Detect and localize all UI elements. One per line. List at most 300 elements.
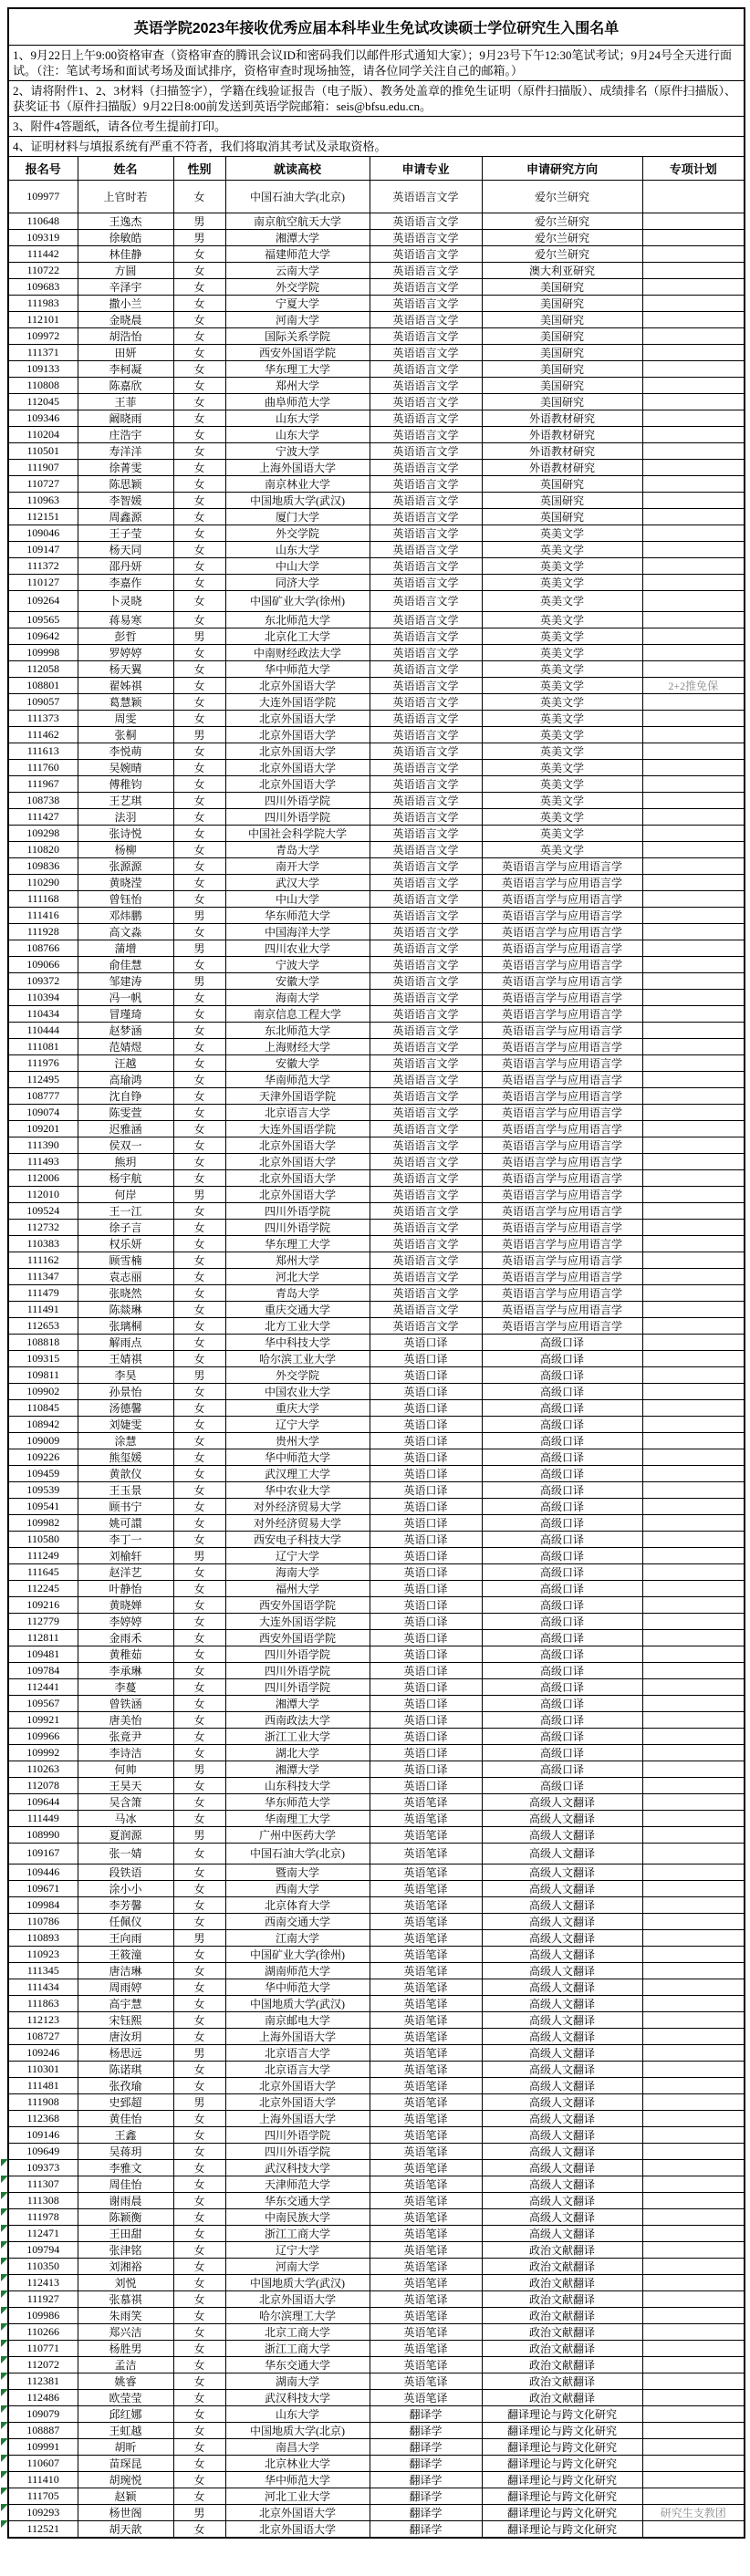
cell-university: 南京信息工程大学 [225,1005,370,1022]
cell-name: 胡琬悦 [78,2471,173,2488]
cell-university: 同济大学 [225,574,370,590]
cell-university: 湖南大学 [225,2373,370,2389]
cell-major: 英语口译 [370,1383,482,1399]
cell-direction: 英语语言学与应用语言学 [482,874,642,890]
cell-direction: 翻译理论与跨文化研究 [482,2455,642,2471]
cell-university: 海南大学 [225,989,370,1005]
error-flag-icon [1,2258,8,2265]
cell-name: 沈自铮 [78,1087,173,1104]
cell-university: 四川外语学院 [225,1662,370,1678]
cell-major: 英语语言文学 [370,710,482,726]
cell-university: 对外经济贸易大学 [225,1498,370,1514]
cell-reg-no: 112151 [8,508,78,525]
cell-name: 胡天歆 [78,2520,173,2538]
table-row [8,1383,745,1399]
cell-university: 四川外语学院 [225,1219,370,1235]
cell-special-plan [642,1169,745,1186]
cell-special-plan [642,825,745,841]
cell-major: 翻译学 [370,2488,482,2504]
cell-reg-no: 112521 [8,2520,78,2538]
cell-university: 南昌大学 [225,2438,370,2455]
cell-gender: 女 [173,245,225,262]
cell-gender: 女 [173,574,225,590]
cell-direction: 英美文学 [482,693,642,710]
cell-direction: 英语语言学与应用语言学 [482,1268,642,1284]
cell-university: 中国石油大学(北京) [225,1843,370,1864]
table-row [8,2438,745,2455]
table-row [8,1864,745,1880]
cell-direction: 英语语言学与应用语言学 [482,940,642,956]
table-row [8,1711,745,1728]
cell-name: 杨胜男 [78,2340,173,2356]
cell-gender: 女 [173,262,225,278]
cell-university: 四川外语学院 [225,792,370,808]
cell-reg-no: 112811 [8,1629,78,1646]
cell-name: 杨天翼 [78,660,173,677]
cell-gender: 女 [173,2422,225,2438]
cell-special-plan [642,743,745,759]
table-row [8,1979,745,1995]
cell-name: 田妍 [78,344,173,360]
cell-special-plan [642,525,745,541]
cell-major: 英语笔译 [370,2225,482,2241]
cell-university: 青岛大学 [225,1284,370,1301]
cell-gender: 女 [173,2208,225,2225]
cell-university: 北京语言大学 [225,1104,370,1120]
cell-special-plan [642,327,745,344]
cell-reg-no: 109998 [8,644,78,660]
cell-name: 汤德馨 [78,1399,173,1416]
cell-university: 北京外国语大学 [225,1153,370,1169]
cell-direction: 美国研究 [482,311,642,327]
cell-major: 英语语言文学 [370,1153,482,1169]
cell-reg-no: 109373 [8,2159,78,2176]
cell-special-plan [642,2176,745,2192]
table-row [8,857,745,874]
cell-special-plan [642,1054,745,1071]
cell-gender: 女 [173,1481,225,1498]
cell-direction: 英语语言学与应用语言学 [482,1317,642,1334]
cell-reg-no: 109811 [8,1366,78,1383]
table-row [8,1728,745,1744]
cell-university: 郑州大学 [225,377,370,393]
cell-name: 姚可譞 [78,1514,173,1531]
table-row [8,1416,745,1432]
cell-major: 英语语言文学 [370,1038,482,1054]
cell-direction: 高级口译 [482,1662,642,1678]
cell-special-plan [642,1761,745,1777]
cell-university: 湘潭大学 [225,1761,370,1777]
table-row [8,1810,745,1826]
cell-name: 撒小兰 [78,295,173,311]
cell-special-plan [642,1613,745,1629]
cell-direction: 高级人文翻译 [482,2028,642,2044]
table-row [8,459,745,475]
cell-major: 翻译学 [370,2520,482,2538]
cell-major: 英语笔译 [370,2389,482,2405]
cell-reg-no: 111442 [8,245,78,262]
table-row [8,426,745,442]
cell-reg-no: 112368 [8,2110,78,2126]
cell-major: 英语笔译 [370,1896,482,1913]
cell-direction: 高级人文翻译 [482,2061,642,2077]
cell-special-plan [642,890,745,907]
table-row [8,2028,745,2044]
cell-gender: 女 [173,2307,225,2323]
cell-special-plan [642,1252,745,1268]
note-1: 1、9月22日上午9:00资格审查（资格审查的腾讯会议ID和密码我们以邮件形式通知大家）；9月23号下午12:30笔试考试；9月24号全天进行面试。（注：笔试考场和面试考场及面试排序，资格审查时现场抽签，请各位同学关注自己的邮箱。） [8,45,745,80]
cell-gender: 女 [173,2373,225,2389]
cell-gender: 女 [173,693,225,710]
table-row [8,2323,745,2340]
cell-special-plan [642,2405,745,2422]
cell-gender: 女 [173,1498,225,1514]
cell-direction: 英语语言学与应用语言学 [482,1054,642,1071]
cell-special-plan [642,1711,745,1728]
table-row [8,726,745,743]
cell-direction: 高级口译 [482,1596,642,1613]
cell-university: 中国海洋大学 [225,923,370,940]
cell-university: 辽宁大学 [225,1416,370,1432]
cell-reg-no: 110923 [8,1946,78,1962]
cell-special-plan [642,2389,745,2405]
cell-major: 英语口译 [370,1728,482,1744]
cell-direction: 美国研究 [482,295,642,311]
cell-university: 北京外国语大学 [225,726,370,743]
cell-name: 杨天同 [78,541,173,557]
cell-major: 英语语言文学 [370,890,482,907]
cell-gender: 女 [173,2455,225,2471]
cell-special-plan [642,2455,745,2471]
cell-major: 英语语言文学 [370,393,482,410]
cell-gender: 女 [173,611,225,628]
cell-name: 张津铭 [78,2241,173,2258]
cell-name: 权乐妍 [78,1235,173,1252]
cell-special-plan [642,475,745,492]
cell-gender: 女 [173,2274,225,2290]
cell-name: 王子莹 [78,525,173,541]
cell-gender: 女 [173,344,225,360]
cell-reg-no: 110266 [8,2323,78,2340]
cell-gender: 女 [173,1416,225,1432]
table-row [8,940,745,956]
cell-direction: 英语语言学与应用语言学 [482,907,642,923]
cell-direction: 政治文献翻译 [482,2389,642,2405]
cell-direction: 高级人文翻译 [482,2192,642,2208]
cell-major: 英语口译 [370,1777,482,1793]
cell-gender: 女 [173,1896,225,1913]
cell-direction: 高级口译 [482,1481,642,1498]
cell-gender: 女 [173,2340,225,2356]
cell-special-plan [642,1547,745,1563]
cell-gender: 女 [173,1580,225,1596]
cell-reg-no: 109046 [8,525,78,541]
cell-name: 李婷婷 [78,1613,173,1629]
cell-gender: 女 [173,1596,225,1613]
cell-university: 西安外国语学院 [225,1629,370,1646]
error-flag-icon [1,2405,8,2413]
cell-name: 冒瑾琦 [78,1005,173,1022]
table-row [8,2520,745,2538]
cell-gender: 女 [173,743,225,759]
cell-name: 范婧煜 [78,1038,173,1054]
cell-major: 英语口译 [370,1498,482,1514]
cell-name: 俞佳慧 [78,956,173,972]
cell-name: 高宇慧 [78,1995,173,2011]
cell-name: 庄浩宇 [78,426,173,442]
cell-special-plan [642,1962,745,1979]
table-row [8,1629,745,1646]
cell-direction: 政治文献翻译 [482,2340,642,2356]
cell-reg-no: 111081 [8,1038,78,1054]
cell-name: 陈雯萱 [78,1104,173,1120]
table-row [8,2077,745,2093]
cell-reg-no: 108738 [8,792,78,808]
cell-special-plan [642,940,745,956]
cell-gender: 女 [173,377,225,393]
column-header-special-plan: 专项计划 [642,156,745,180]
cell-special-plan [642,923,745,940]
cell-direction: 英语语言学与应用语言学 [482,1022,642,1038]
cell-reg-no: 111249 [8,1547,78,1563]
cell-name: 上官时若 [78,180,173,213]
cell-reg-no: 111462 [8,726,78,743]
cell-major: 英语语言文学 [370,1022,482,1038]
cell-reg-no: 112010 [8,1186,78,1202]
cell-reg-no: 111908 [8,2093,78,2110]
cell-special-plan [642,1826,745,1843]
table-row [8,525,745,541]
cell-direction: 高级口译 [482,1695,642,1711]
cell-gender: 女 [173,2356,225,2373]
cell-special-plan [642,710,745,726]
cell-special-plan [642,278,745,295]
cell-major: 英语语言文学 [370,410,482,426]
error-flag-icon [1,2438,8,2446]
cell-direction: 高级人文翻译 [482,1962,642,1979]
cell-direction: 翻译理论与跨文化研究 [482,2471,642,2488]
cell-major: 英语语言文学 [370,841,482,857]
cell-reg-no: 112779 [8,1613,78,1629]
table-row [8,874,745,890]
table-row [8,1120,745,1137]
cell-major: 英语语言文学 [370,989,482,1005]
cell-name: 张慕祺 [78,2290,173,2307]
cell-name: 涂小小 [78,1880,173,1896]
table-row [8,1613,745,1629]
table-row [8,360,745,377]
cell-special-plan [642,2241,745,2258]
cell-name: 邓炜鹏 [78,907,173,923]
cell-reg-no: 109226 [8,1449,78,1465]
cell-reg-no: 111613 [8,743,78,759]
cell-major: 英语语言文学 [370,775,482,792]
cell-gender: 女 [173,1843,225,1864]
note-3: 3、附件4答题纸，请各位考生提前打印。 [8,116,745,136]
cell-special-plan [642,1695,745,1711]
cell-university: 宁波大学 [225,442,370,459]
cell-reg-no: 109982 [8,1514,78,1531]
table-row [8,1022,745,1038]
cell-gender: 男 [173,940,225,956]
cell-reg-no: 109977 [8,180,78,213]
cell-reg-no: 112006 [8,1169,78,1186]
cell-name: 顾雪楠 [78,1252,173,1268]
cell-reg-no: 111927 [8,2290,78,2307]
table-row [8,611,745,628]
cell-gender: 女 [173,2323,225,2340]
cell-reg-no: 111863 [8,1995,78,2011]
cell-special-plan [642,393,745,410]
cell-special-plan [642,1744,745,1761]
cell-university: 山东大学 [225,410,370,426]
cell-major: 英语口译 [370,1711,482,1728]
cell-reg-no: 111371 [8,344,78,360]
cell-direction: 高级口译 [482,1432,642,1449]
cell-direction: 爱尔兰研究 [482,213,642,229]
cell-reg-no: 111410 [8,2471,78,2488]
cell-direction: 英语语言学与应用语言学 [482,1202,642,1219]
cell-major: 英语语言文学 [370,557,482,574]
cell-university: 东北师范大学 [225,1022,370,1038]
cell-special-plan [642,245,745,262]
cell-major: 英语语言文学 [370,327,482,344]
cell-name: 高文淼 [78,923,173,940]
table-row [8,2422,745,2438]
cell-special-plan [642,2110,745,2126]
cell-name: 孟洁 [78,2356,173,2373]
cell-university: 外交学院 [225,525,370,541]
cell-gender: 女 [173,1662,225,1678]
cell-special-plan [642,1432,745,1449]
table-row [8,2011,745,2028]
cell-reg-no: 111162 [8,1252,78,1268]
cell-name: 唐洁琳 [78,1962,173,1979]
table-row [8,2192,745,2208]
cell-university: 四川外语学院 [225,1646,370,1662]
table-row [8,923,745,940]
cell-special-plan [642,508,745,525]
cell-direction: 高级口译 [482,1531,642,1547]
cell-name: 段铁语 [78,1864,173,1880]
cell-university: 河南大学 [225,2258,370,2274]
cell-university: 东北师范大学 [225,611,370,628]
cell-university: 重庆交通大学 [225,1301,370,1317]
cell-name: 陈嘉欣 [78,377,173,393]
cell-direction: 翻译理论与跨文化研究 [482,2520,642,2538]
cell-university: 北京林业大学 [225,2455,370,2471]
cell-direction: 爱尔兰研究 [482,180,642,213]
cell-university: 中国农业大学 [225,1383,370,1399]
cell-major: 英语语言文学 [370,295,482,311]
cell-reg-no: 109079 [8,2405,78,2422]
cell-name: 冯一帆 [78,989,173,1005]
cell-gender: 女 [173,1777,225,1793]
cell-major: 英语语言文学 [370,1301,482,1317]
cell-direction: 英语语言学与应用语言学 [482,1219,642,1235]
cell-university: 安徽大学 [225,1054,370,1071]
cell-university: 北京外国语大学 [225,743,370,759]
cell-gender: 女 [173,1038,225,1054]
cell-university: 中山大学 [225,557,370,574]
cell-reg-no: 110893 [8,1929,78,1946]
cell-major: 英语语言文学 [370,1268,482,1284]
table-row [8,1104,745,1120]
cell-reg-no: 110580 [8,1531,78,1547]
cell-special-plan [642,660,745,677]
cell-reg-no: 110350 [8,2258,78,2274]
cell-reg-no: 111308 [8,2192,78,2208]
cell-special-plan [642,1071,745,1087]
cell-name: 金雨禾 [78,1629,173,1646]
cell-major: 英语笔译 [370,2192,482,2208]
cell-direction: 高级口译 [482,1613,642,1629]
cell-name: 杨思远 [78,2044,173,2061]
cell-reg-no: 110501 [8,442,78,459]
table-row [8,2389,745,2405]
cell-direction: 美国研究 [482,278,642,295]
cell-direction: 爱尔兰研究 [482,245,642,262]
table-row [8,841,745,857]
cell-direction: 政治文献翻译 [482,2258,642,2274]
cell-name: 李丁一 [78,1531,173,1547]
cell-reg-no: 111345 [8,1962,78,1979]
cell-gender: 女 [173,1399,225,1416]
cell-university: 外交学院 [225,1366,370,1383]
cell-name: 李昊 [78,1366,173,1383]
cell-reg-no: 110301 [8,2061,78,2077]
cell-reg-no: 111307 [8,2176,78,2192]
cell-university: 上海外国语大学 [225,2110,370,2126]
error-flag-icon [1,2340,8,2347]
cell-reg-no: 109201 [8,1120,78,1137]
cell-special-plan [642,1946,745,1962]
cell-major: 英语语言文学 [370,1120,482,1137]
cell-name: 胡昕 [78,2438,173,2455]
cell-gender: 女 [173,1284,225,1301]
column-header-direction: 申请研究方向 [482,156,642,180]
cell-university: 北京外国语大学 [225,710,370,726]
cell-major: 英语笔译 [370,2356,482,2373]
cell-gender: 女 [173,1022,225,1038]
cell-gender: 男 [173,2504,225,2520]
cell-direction: 英语语言学与应用语言学 [482,1284,642,1301]
cell-name: 刘悦 [78,2274,173,2290]
cell-direction: 高级口译 [482,1498,642,1514]
table-row [8,1962,745,1979]
cell-major: 英语笔译 [370,1793,482,1810]
cell-major: 英语笔译 [370,2258,482,2274]
table-row [8,2126,745,2143]
table-row [8,1678,745,1695]
cell-special-plan [642,1153,745,1169]
cell-special-plan [642,2438,745,2455]
cell-name: 傅稚钧 [78,775,173,792]
cell-name: 法羽 [78,808,173,825]
cell-university: 厦门大学 [225,508,370,525]
cell-gender: 女 [173,1695,225,1711]
cell-direction: 高级口译 [482,1563,642,1580]
cell-special-plan [642,295,745,311]
cell-gender: 女 [173,1235,225,1252]
cell-direction: 高级人文翻译 [482,1864,642,1880]
cell-name: 解雨点 [78,1334,173,1350]
cell-special-plan [642,459,745,475]
cell-gender: 男 [173,1761,225,1777]
column-header-name: 姓名 [78,156,173,180]
cell-name: 黄佳怡 [78,2110,173,2126]
cell-university: 北京语言大学 [225,2044,370,2061]
